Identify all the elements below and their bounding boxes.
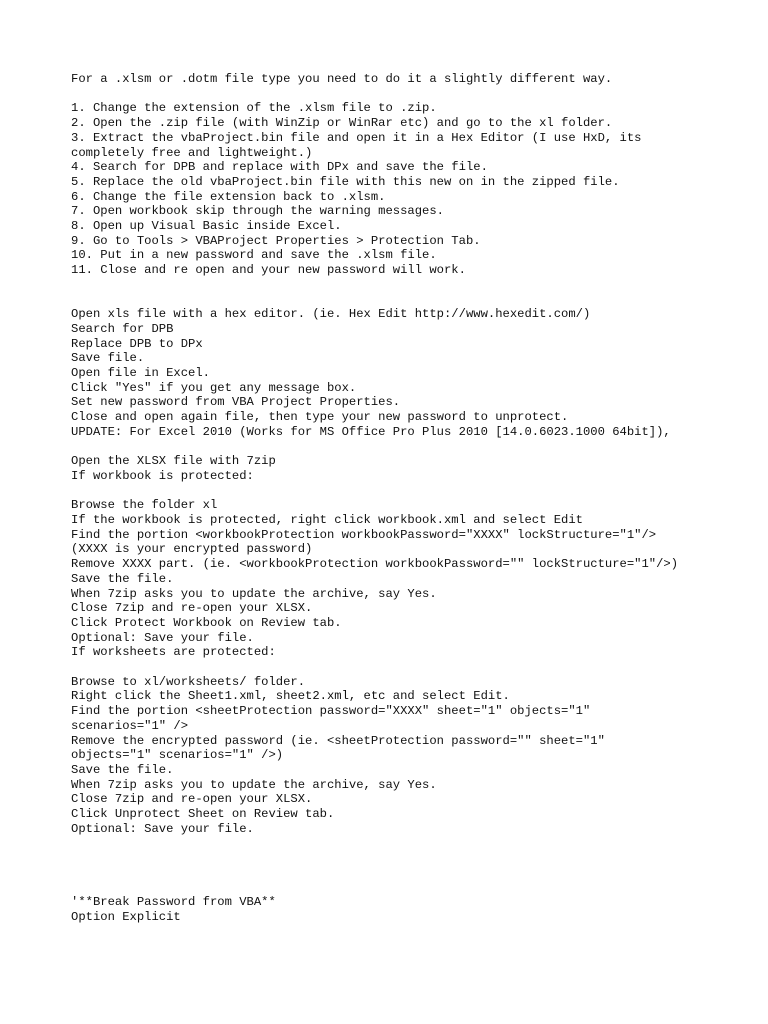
xls-step: Replace DPB to DPx xyxy=(71,336,203,351)
xls-step: Search for DPB xyxy=(71,321,174,336)
xlsx-intro-line: Open the XLSX file with 7zip xyxy=(71,454,276,469)
workbook-step: Optional: Save your file. xyxy=(71,630,254,645)
workbook-step: If worksheets are protected: xyxy=(71,645,276,660)
workbook-step: Browse the folder xl xyxy=(71,498,218,513)
xls-step: Click "Yes" if you get any message box. xyxy=(71,380,357,395)
spacer xyxy=(71,866,751,881)
xlsx-intro-line: If workbook is protected: xyxy=(71,468,254,483)
worksheet-step: Remove the encrypted password (ie. <sheetProtection password="" sheet="1" xyxy=(71,733,605,748)
workbook-step: Close 7zip and re-open your XLSX. xyxy=(71,601,313,616)
worksheet-step: Right click the Sheet1.xml, sheet2.xml, etc and select Edit. xyxy=(71,689,510,704)
intro-text: For a .xlsm or .dotm file type you need to do it a slightly different way. xyxy=(71,72,613,86)
xlsm-step: 1. Change the extension of the .xlsm file to .zip. xyxy=(71,101,437,116)
workbook-step: Remove XXXX part. (ie. <workbookProtection workbookPassword="" lockStructure="1"/>) xyxy=(71,557,679,572)
xls-step: Close and open again file, then type your new password to unprotect. xyxy=(71,410,569,425)
xlsm-step: 2. Open the .zip file (with WinZip or WinRar etc) and go to the xl folder. xyxy=(71,116,613,131)
spacer xyxy=(71,278,751,293)
workbook-step: Save the file. xyxy=(71,571,174,586)
xlsm-step: 6. Change the file extension back to .xlsm. xyxy=(71,189,386,204)
xlsm-step: 8. Open up Visual Basic inside Excel. xyxy=(71,219,342,234)
xlsm-step: 4. Search for DPB and replace with DPx and save the file. xyxy=(71,160,488,175)
worksheet-step: scenarios="1" /> xyxy=(71,718,189,733)
xls-step: Open file in Excel. xyxy=(71,366,210,381)
xlsm-step: 10. Put in a new password and save the .xlsm file. xyxy=(71,248,437,263)
xls-steps-list xyxy=(71,307,751,439)
spacer xyxy=(71,87,751,102)
workbook-step: If the workbook is protected, right click workbook.xml and select Edit xyxy=(71,513,583,528)
worksheet-step: objects="1" scenarios="1" />) xyxy=(71,748,284,763)
vba-code-line: '**Break Password from VBA** xyxy=(71,895,276,910)
spacer xyxy=(71,660,751,675)
worksheet-steps-list xyxy=(71,675,751,837)
document-page xyxy=(71,72,751,925)
xls-step: Set new password from VBA Project Properties. xyxy=(71,395,401,410)
vba-code-line: Option Explicit xyxy=(71,909,181,924)
xlsm-step: 5. Replace the old vbaProject.bin file with this new on in the zipped file. xyxy=(71,174,620,189)
xlsx-intro xyxy=(71,454,751,483)
spacer xyxy=(71,881,751,896)
xls-step: Save file. xyxy=(71,351,145,366)
spacer xyxy=(71,440,751,455)
worksheet-step: Save the file. xyxy=(71,762,174,777)
xlsm-steps-list xyxy=(71,101,751,277)
xlsm-step: 11. Close and re open and your new password will work. xyxy=(71,263,466,278)
xlsm-step: 7. Open workbook skip through the warning messages. xyxy=(71,204,444,219)
xls-step: Open xls file with a hex editor. (ie. Hex Edit http://www.hexedit.com/) xyxy=(71,307,591,322)
workbook-step: Find the portion <workbookProtection workbookPassword="XXXX" lockStructure="1"/> xyxy=(71,527,657,542)
worksheet-step: Click Unprotect Sheet on Review tab. xyxy=(71,807,335,822)
workbook-step: Click Protect Workbook on Review tab. xyxy=(71,615,342,630)
worksheet-step: Browse to xl/worksheets/ folder. xyxy=(71,674,306,689)
spacer xyxy=(71,851,751,866)
xls-step: UPDATE: For Excel 2010 (Works for MS Office Pro Plus 2010 [14.0.6023.1000 64bit]), xyxy=(71,424,671,439)
xlsm-step: 9. Go to Tools > VBAProject Properties > Protection Tab. xyxy=(71,233,481,248)
xlsm-step: completely free and lightweight.) xyxy=(71,145,313,160)
worksheet-step: When 7zip asks you to update the archive, say Yes. xyxy=(71,777,437,792)
xlsm-step: 3. Extract the vbaProject.bin file and open it in a Hex Editor (I use HxD, its xyxy=(71,130,642,145)
workbook-step: When 7zip asks you to update the archive, say Yes. xyxy=(71,586,437,601)
worksheet-step: Optional: Save your file. xyxy=(71,821,254,836)
worksheet-step: Find the portion <sheetProtection password="XXXX" sheet="1" objects="1" xyxy=(71,704,591,719)
spacer xyxy=(71,484,751,499)
workbook-step: (XXXX is your encrypted password) xyxy=(71,542,313,557)
spacer xyxy=(71,836,751,851)
vba-code-block xyxy=(71,895,751,924)
workbook-steps-list xyxy=(71,498,751,660)
worksheet-step: Close 7zip and re-open your XLSX. xyxy=(71,792,313,807)
spacer xyxy=(71,293,751,308)
